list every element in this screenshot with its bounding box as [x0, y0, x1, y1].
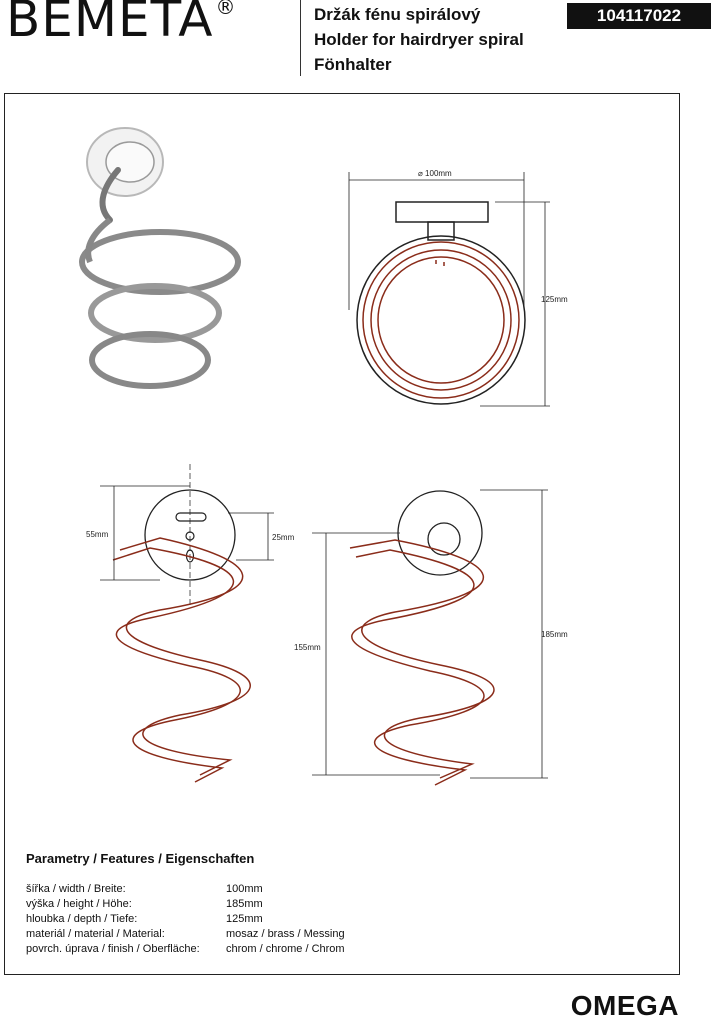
dim-185: 185mm	[541, 630, 568, 639]
spec-row: šířka / width / Breite: 100mm	[26, 883, 263, 895]
features-table	[26, 882, 345, 957]
brand-logo: BEMETA ®	[6, 0, 237, 48]
product-code-badge: 104117022	[567, 3, 711, 29]
title-cz: Držák fénu spirálový	[314, 5, 481, 24]
dim-125: 125mm	[541, 295, 568, 304]
spec-row: povrch. úprava / finish / Oberfläche: chrom / chrome / Chrom	[26, 943, 345, 955]
dim-diameter: ⌀ 100mm	[418, 169, 452, 178]
product-photo	[82, 128, 238, 386]
top-view	[357, 202, 525, 404]
series-name: OMEGA	[570, 990, 679, 1021]
spec-row: hloubka / depth / Tiefe: 125mm	[26, 913, 263, 925]
spec-row: materiál / material / Material: mosaz / brass / Messing	[26, 928, 345, 940]
title-de: Fönhalter	[314, 55, 392, 74]
features-heading: Parametry / Features / Eigenschaften	[26, 851, 255, 866]
title-en: Holder for hairdryer spiral	[314, 30, 524, 49]
dim-55: 55mm	[86, 530, 109, 539]
dim-155: 155mm	[294, 643, 321, 652]
spec-row: výška / height / Höhe: 185mm	[26, 898, 263, 910]
dim-25: 25mm	[272, 533, 295, 542]
front-view	[113, 464, 250, 782]
side-view	[350, 491, 494, 785]
